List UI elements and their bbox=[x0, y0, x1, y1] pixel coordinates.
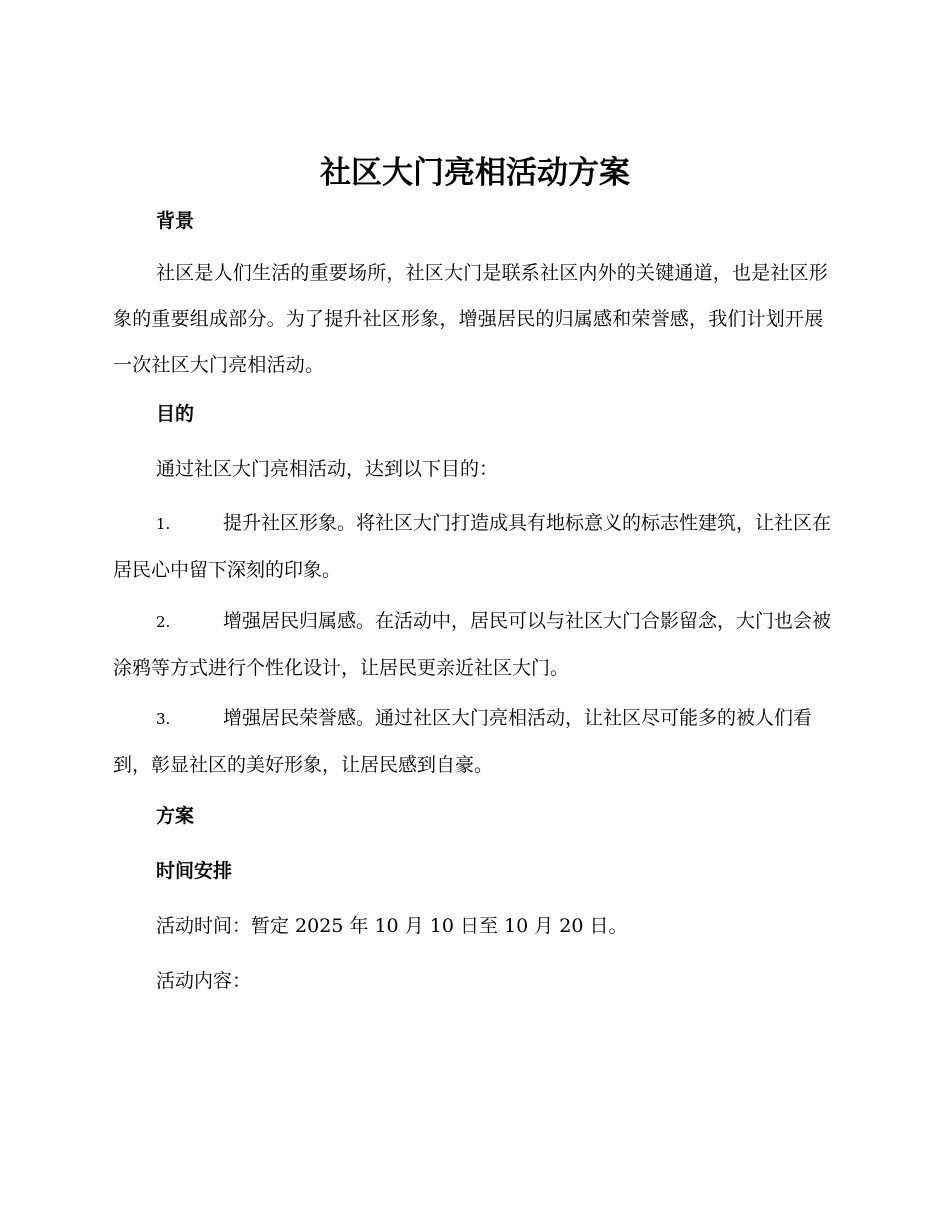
list-item-text: 提升社区形象。将社区大门打造成具有地标意义的标志性建筑，让社区在居民心中留下深刻的印象。 bbox=[113, 512, 832, 581]
activity-content-label: 活动内容： bbox=[156, 970, 252, 992]
background-paragraph: 社区是人们生活的重要场所，社区大门是联系社区内外的关键通道，也是社区形象的重要组成部分。为了提升社区形象，增强居民的归属感和荣誉感，我们计划开展一次社区大门亮相活动。 bbox=[113, 262, 829, 376]
background-heading: 背景 bbox=[156, 210, 195, 232]
activity-time: 活动时间：暂定 2025 年 10 月 10 日至 10 月 20 日。 bbox=[156, 915, 628, 937]
purpose-intro: 通过社区大门亮相活动，达到以下目的： bbox=[156, 458, 499, 480]
plan-heading: 方案 bbox=[156, 805, 195, 827]
purpose-heading: 目的 bbox=[156, 403, 195, 425]
document-title: 社区大门亮相活动方案 bbox=[320, 155, 630, 191]
list-item-number: 1. bbox=[156, 515, 171, 533]
list-item-number: 2. bbox=[156, 613, 171, 631]
list-item bbox=[113, 598, 831, 691]
list-item-text: 增强居民归属感。在活动中，居民可以与社区大门合影留念，大门也会被涂鸦等方式进行个性化设计，让居民更亲近社区大门。 bbox=[113, 610, 832, 679]
list-item-number: 3. bbox=[156, 710, 171, 728]
list-item-text: 增强居民荣誉感。通过社区大门亮相活动，让社区尽可能多的被人们看到，彰显社区的美好形象，让居民感到自豪。 bbox=[113, 707, 813, 776]
list-item bbox=[113, 500, 831, 593]
schedule-heading: 时间安排 bbox=[156, 860, 233, 882]
list-item bbox=[113, 695, 831, 788]
